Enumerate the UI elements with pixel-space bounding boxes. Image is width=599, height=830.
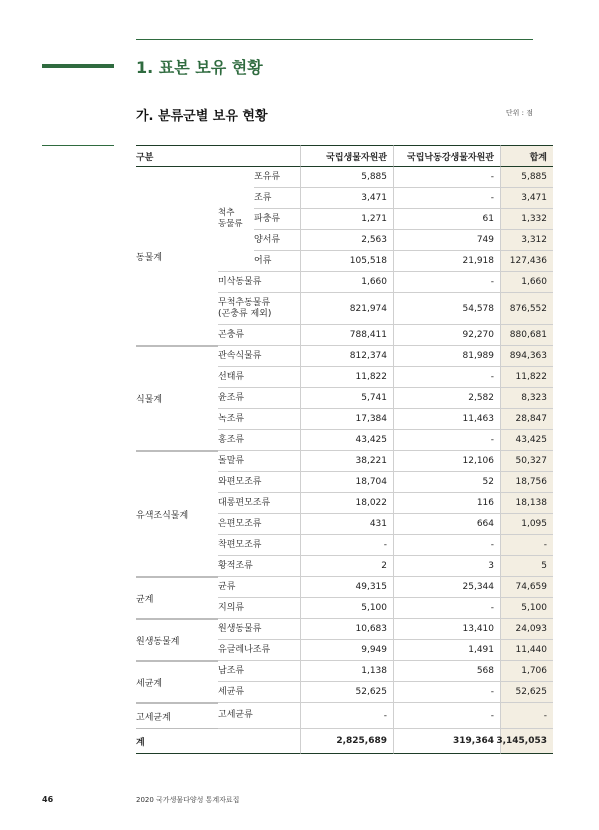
group-label-chromista: 유색조식물계 — [136, 451, 218, 577]
row-value-total: 11,440 — [500, 640, 553, 661]
row-value-total: 876,552 — [500, 293, 553, 325]
row-label: 어류 — [254, 251, 300, 272]
section-title: 1. 표본 보유 현황 — [136, 58, 263, 77]
row-value-col1: 49,315 — [300, 577, 393, 598]
row-value-col2: 25,344 — [393, 577, 500, 598]
page-number: 46 — [42, 795, 54, 804]
row-label: 포유류 — [254, 167, 300, 188]
row-value-col2: 749 — [393, 230, 500, 251]
book-title: 2020 국가생물다양성 통계자료집 — [136, 796, 240, 804]
row-value-col2: - — [393, 535, 500, 556]
top-rule — [136, 39, 533, 40]
row-value-total: 74,659 — [500, 577, 553, 598]
row-value-total: 3,312 — [500, 230, 553, 251]
row-value-total: 24,093 — [500, 619, 553, 640]
row-value-col1: - — [300, 535, 393, 556]
row-value-col2: 21,918 — [393, 251, 500, 272]
row-value-col1: 43,425 — [300, 430, 393, 451]
row-value-col2: 54,578 — [393, 293, 500, 325]
subsection-rule — [42, 145, 114, 146]
row-label: 녹조류 — [218, 409, 300, 430]
row-value-col2: - — [393, 598, 500, 619]
row-value-total: 1,706 — [500, 661, 553, 682]
row-value-total: 11,822 — [500, 367, 553, 388]
row-value-total: 1,095 — [500, 514, 553, 535]
group-label-protozoa: 원생동물계 — [136, 619, 218, 661]
group-label-plant: 식물계 — [136, 346, 218, 451]
row-value-total: 50,327 — [500, 451, 553, 472]
row-label: 양서류 — [254, 230, 300, 251]
row-label: 곤충류 — [218, 325, 300, 346]
header-col1: 국립생물자원관 — [300, 145, 393, 167]
row-label: 돌말류 — [218, 451, 300, 472]
row-value-col2: - — [393, 430, 500, 451]
group-label-bacteria: 세균계 — [136, 661, 218, 703]
row-value-col1: 5,885 — [300, 167, 393, 188]
grand-total-col1: 2,825,689 — [300, 729, 393, 754]
header-category: 구분 — [136, 145, 300, 167]
row-value-total: 894,363 — [500, 346, 553, 367]
row-value-total: - — [500, 703, 553, 729]
grand-total-label: 계 — [136, 729, 300, 754]
row-value-total: 52,625 — [500, 682, 553, 703]
row-value-col1: 9,949 — [300, 640, 393, 661]
row-value-col2: - — [393, 703, 500, 729]
row-value-col2: 61 — [393, 209, 500, 230]
row-label: 원생동물류 — [218, 619, 300, 640]
row-label: 조류 — [254, 188, 300, 209]
row-value-total: 3,471 — [500, 188, 553, 209]
row-value-col2: 52 — [393, 472, 500, 493]
row-value-total: 5,885 — [500, 167, 553, 188]
section-accent-bar — [42, 64, 114, 68]
row-label: 홍조류 — [218, 430, 300, 451]
row-value-col2: 568 — [393, 661, 500, 682]
group-label-fungi: 균계 — [136, 577, 218, 619]
row-value-total: 880,681 — [500, 325, 553, 346]
row-value-total: 5,100 — [500, 598, 553, 619]
row-value-total: 1,332 — [500, 209, 553, 230]
row-value-col1: 17,384 — [300, 409, 393, 430]
row-value-total: 43,425 — [500, 430, 553, 451]
group-label-vertebrate: 척추 동물류 — [218, 167, 254, 272]
row-value-col2: 664 — [393, 514, 500, 535]
row-value-col1: 431 — [300, 514, 393, 535]
row-value-col1: 18,022 — [300, 493, 393, 514]
row-value-total: 18,756 — [500, 472, 553, 493]
holdings-table — [136, 145, 547, 754]
row-label: 은편모조류 — [218, 514, 300, 535]
row-label: 착편모조류 — [218, 535, 300, 556]
row-value-col1: 1,138 — [300, 661, 393, 682]
grand-total-total: 3,145,053 — [500, 729, 553, 754]
row-value-col2: - — [393, 367, 500, 388]
row-label: 유글레나조류 — [218, 640, 300, 661]
row-value-col1: 788,411 — [300, 325, 393, 346]
row-label: 무척추동물류 (곤충류 제외) — [218, 293, 300, 325]
unit-label: 단위 : 점 — [505, 109, 533, 117]
header-total: 합계 — [500, 145, 553, 167]
row-label: 균류 — [218, 577, 300, 598]
row-value-col1: 52,625 — [300, 682, 393, 703]
row-label: 선태류 — [218, 367, 300, 388]
row-label: 와편모조류 — [218, 472, 300, 493]
row-value-col1: 10,683 — [300, 619, 393, 640]
row-label: 세균류 — [218, 682, 300, 703]
row-value-col1: 2 — [300, 556, 393, 577]
row-value-col2: - — [393, 167, 500, 188]
row-value-col2: 81,989 — [393, 346, 500, 367]
row-label: 고세균류 — [218, 703, 300, 729]
row-label: 대롱편모조류 — [218, 493, 300, 514]
row-value-total: 5 — [500, 556, 553, 577]
row-value-col1: 821,974 — [300, 293, 393, 325]
row-value-col2: - — [393, 188, 500, 209]
group-label-archaea: 고세균계 — [136, 703, 218, 729]
row-value-col2: 1,491 — [393, 640, 500, 661]
group-label-animal: 동물계 — [136, 167, 218, 346]
row-label: 파충류 — [254, 209, 300, 230]
row-value-col1: 18,704 — [300, 472, 393, 493]
row-label: 남조류 — [218, 661, 300, 682]
row-value-col1: 105,518 — [300, 251, 393, 272]
row-value-total: 18,138 — [500, 493, 553, 514]
row-value-col2: - — [393, 272, 500, 293]
row-value-col1: 812,374 — [300, 346, 393, 367]
row-value-col1: 5,741 — [300, 388, 393, 409]
row-value-col1: 5,100 — [300, 598, 393, 619]
header-col2: 국립낙동강생물자원관 — [393, 145, 500, 167]
row-value-col1: - — [300, 703, 393, 729]
row-value-col1: 1,271 — [300, 209, 393, 230]
row-value-col2: 12,106 — [393, 451, 500, 472]
subsection-title: 가. 분류군별 보유 현황 — [136, 109, 268, 124]
row-value-col1: 38,221 — [300, 451, 393, 472]
row-value-col2: 13,410 — [393, 619, 500, 640]
row-value-col2: 116 — [393, 493, 500, 514]
row-value-total: 28,847 — [500, 409, 553, 430]
row-label: 황적조류 — [218, 556, 300, 577]
grand-total-col2: 319,364 — [393, 729, 500, 754]
row-value-col1: 3,471 — [300, 188, 393, 209]
row-value-total: 8,323 — [500, 388, 553, 409]
row-value-total: 1,660 — [500, 272, 553, 293]
row-value-col1: 1,660 — [300, 272, 393, 293]
row-value-total: 127,436 — [500, 251, 553, 272]
row-label: 지의류 — [218, 598, 300, 619]
row-value-col2: - — [393, 682, 500, 703]
row-value-col1: 2,563 — [300, 230, 393, 251]
row-value-col2: 92,270 — [393, 325, 500, 346]
row-value-col2: 3 — [393, 556, 500, 577]
row-value-col2: 11,463 — [393, 409, 500, 430]
row-label: 미삭동물류 — [218, 272, 300, 293]
row-value-col2: 2,582 — [393, 388, 500, 409]
row-label: 윤조류 — [218, 388, 300, 409]
row-value-total: - — [500, 535, 553, 556]
row-value-col1: 11,822 — [300, 367, 393, 388]
row-label: 관속식물류 — [218, 346, 300, 367]
